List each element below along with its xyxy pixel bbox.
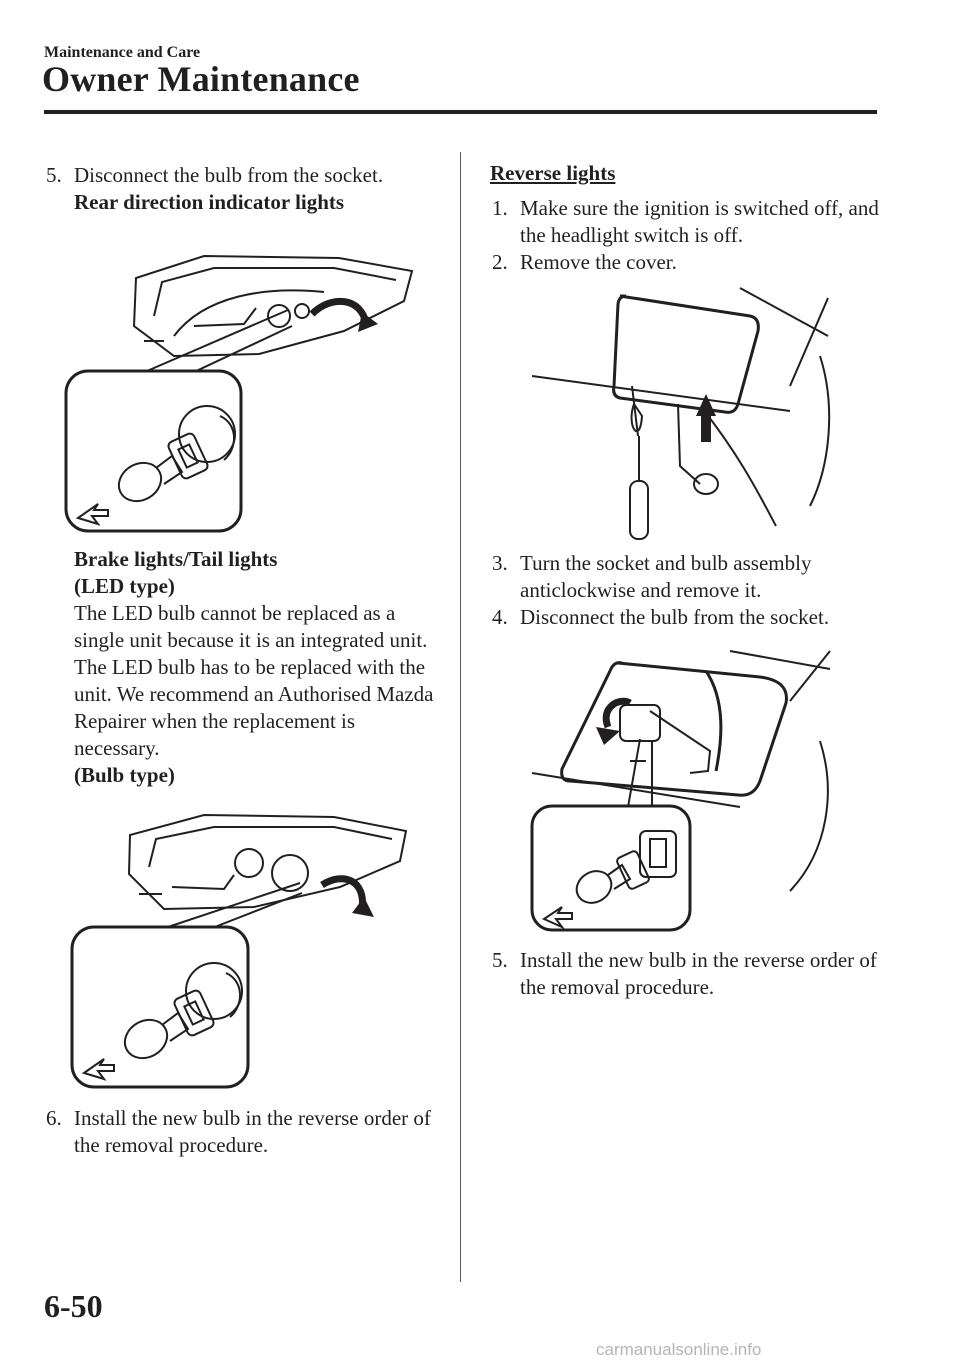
- remove-cover-figure: [490, 276, 890, 550]
- step-text: Install the new bulb in the reverse order of the removal procedure.: [520, 948, 877, 999]
- reverse-bulb-figure: [490, 631, 890, 947]
- step-number: 5.: [492, 948, 508, 972]
- step-text: Remove the cover.: [520, 250, 677, 274]
- step-5-disconnect: [44, 162, 444, 189]
- page-number: 6-50: [44, 1288, 103, 1324]
- step-text: Turn the socket and bulb assembly anticlockwise and remove it.: [520, 551, 812, 602]
- left-column: [44, 162, 444, 1159]
- bulb-type-label: (Bulb type): [74, 763, 175, 787]
- step-4-disconnect: [490, 604, 890, 631]
- led-paragraph-2: The LED bulb has to be replaced with the unit. We recommend an Authorised Mazda Repairer when the replacement is necessary.: [74, 655, 434, 760]
- step-number: 1.: [492, 196, 508, 220]
- step-5-install: [490, 947, 890, 1001]
- step-text: Make sure the ignition is switched off, and the headlight switch is off.: [520, 196, 879, 247]
- step-text: Disconnect the bulb from the socket.: [74, 163, 384, 187]
- section-label: Maintenance and Care: [44, 44, 201, 61]
- step-number: 4.: [492, 605, 508, 629]
- column-divider: [460, 152, 461, 1282]
- step-number: 5.: [46, 163, 62, 187]
- step-3-turn-socket: [490, 550, 890, 604]
- step-text: Disconnect the bulb from the socket.: [520, 605, 830, 629]
- step-text: Install the new bulb in the reverse order of the removal procedure.: [74, 1106, 431, 1157]
- title-rule: [44, 110, 877, 114]
- brake-tail-heading: Brake lights/Tail lights: [74, 547, 278, 571]
- step-6-install: [44, 1105, 444, 1159]
- step-number: 2.: [492, 250, 508, 274]
- step-number: 6.: [46, 1106, 62, 1130]
- rear-indicator-heading: Rear direction indicator lights: [74, 190, 345, 214]
- led-paragraph-1: The LED bulb cannot be replaced as a single unit because it is an integrated unit.: [74, 601, 428, 652]
- step-number: 3.: [492, 551, 508, 575]
- watermark: carmanualsonline.info: [596, 1340, 762, 1359]
- led-type-label: (LED type): [74, 574, 175, 598]
- brake-tail-bulb-figure: [44, 789, 444, 1105]
- right-column: [490, 160, 890, 1001]
- chapter-title: Owner Maintenance: [42, 59, 360, 99]
- step-1-ignition: [490, 195, 890, 249]
- reverse-lights-heading: Reverse lights: [490, 161, 616, 185]
- step-2-cover: [490, 249, 890, 276]
- rear-indicator-figure: [44, 216, 444, 546]
